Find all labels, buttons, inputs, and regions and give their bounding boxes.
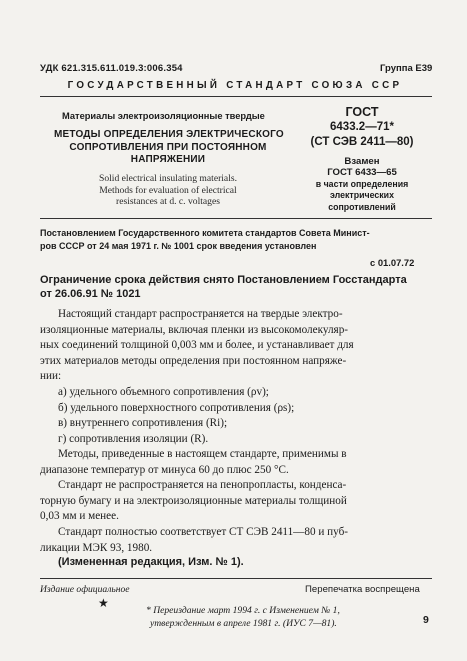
page-number: 9	[423, 614, 429, 626]
replaces-label: Взамен	[344, 156, 380, 167]
temperature-paragraph	[40, 447, 347, 478]
header-rule	[40, 96, 432, 97]
udk-code: УДК 621.315.611.019.3:006.354	[40, 63, 183, 74]
list-item: б) удельного поверхностного сопротивления (ρs);	[58, 401, 295, 414]
decree-text	[40, 227, 370, 253]
intro-line: ных соединений толщиной 0,003 мм и более, и устанавливает для	[40, 339, 354, 352]
temperature-line: диапазоне температур от минуса 60 до плюс 250 °С.	[40, 463, 289, 476]
gost-number: 6433.2—71*	[330, 121, 394, 133]
english-line: resistances at d. c. voltages	[116, 196, 220, 207]
scope-paragraph	[40, 478, 347, 525]
gost-designation	[298, 105, 426, 150]
scope-line: 0,03 мм и менее.	[40, 510, 119, 523]
reprint-notice: Перепечатка воспрещена	[305, 584, 420, 595]
restriction-line: от 26.06.91 № 1021	[40, 288, 141, 300]
replaces-line: сопротивлений	[328, 201, 396, 212]
scope-line: торную бумагу и на электроизоляционные материалы толщиной	[40, 494, 347, 507]
list-item: в) внутреннего сопротивления (Ri);	[58, 417, 228, 430]
title-line: СОПРОТИВЛЕНИЯ ПРИ ПОСТОЯННОМ	[69, 141, 267, 153]
replaces-block	[298, 156, 426, 213]
english-line: Solid electrical insulating materials.	[98, 173, 237, 184]
temperature-line: Методы, приведенные в настоящем стандарте, применимы в	[58, 448, 347, 460]
replaces-line: ГОСТ 6433—65	[327, 167, 397, 179]
method-list	[58, 385, 294, 447]
effective-date: с 01.07.72	[370, 257, 415, 268]
english-line: Methods for evaluation of electrical	[99, 184, 237, 196]
decree-line: Постановлением Государственного комитета стандартов Совета Минист-	[40, 228, 370, 238]
restriction-line: Ограничение срока действия снято Постановлением Госстандарта	[40, 274, 407, 286]
compliance-line: ликации МЭК 93, 1980.	[40, 541, 153, 554]
reissue-line: * Переиздание март 1994 г. с Изменением № 1,	[146, 605, 340, 616]
material-category: Материалы электроизоляционные твердые	[62, 111, 265, 121]
official-edition: Издание официальное	[40, 584, 130, 595]
amended-note: (Измененная редакция, Изм. № 1).	[58, 556, 244, 568]
reissue-note	[146, 604, 340, 630]
footer-rule	[40, 578, 432, 579]
title-line: МЕТОДЫ ОПРЕДЕЛЕНИЯ ЭЛЕКТРИЧЕСКОГО	[54, 129, 284, 140]
intro-line: изоляционные материалы, включая пленки из высокомолекуляр-	[40, 323, 349, 336]
scope-line: Стандарт не распространяется на пенопропласты, конденса-	[58, 479, 347, 491]
compliance-paragraph	[40, 525, 348, 556]
intro-line: нии:	[40, 370, 62, 383]
group-code: Группа Е39	[380, 63, 433, 74]
english-title	[54, 173, 282, 208]
replaces-line: в части определения	[315, 178, 409, 189]
intro-line: этих материалов методы определения при постоянном напряже-	[40, 354, 347, 367]
reissue-line: утвержденным в апреле 1981 г. (ИУС 7—81).	[150, 618, 337, 629]
restriction-note	[40, 273, 407, 301]
title-line: НАПРЯЖЕНИИ	[130, 154, 206, 165]
compliance-line: Стандарт полностью соответствует СТ СЭВ 2411—80 и пуб-	[58, 526, 348, 538]
list-item: а) удельного объемного сопротивления (ρv);	[58, 386, 269, 398]
st-sev-number: (СТ СЭВ 2411—80)	[310, 136, 414, 148]
star-icon: ★	[98, 596, 109, 610]
title-block-rule	[40, 218, 432, 219]
replaces-line: электрических	[330, 190, 394, 201]
list-item: г) сопротивления изоляции (R).	[58, 432, 209, 445]
intro-paragraph	[40, 307, 354, 385]
document-title	[54, 129, 282, 167]
gost-label: ГОСТ	[345, 105, 379, 119]
intro-line: Настоящий стандарт распространяется на твердые электро-	[58, 308, 343, 320]
decree-line: ров СССР от 24 мая 1971 г. № 1001 срок введения установлен	[40, 241, 317, 251]
standard-title: ГОСУДАРСТВЕННЫЙ СТАНДАРТ СОЮЗА ССР	[67, 80, 403, 91]
